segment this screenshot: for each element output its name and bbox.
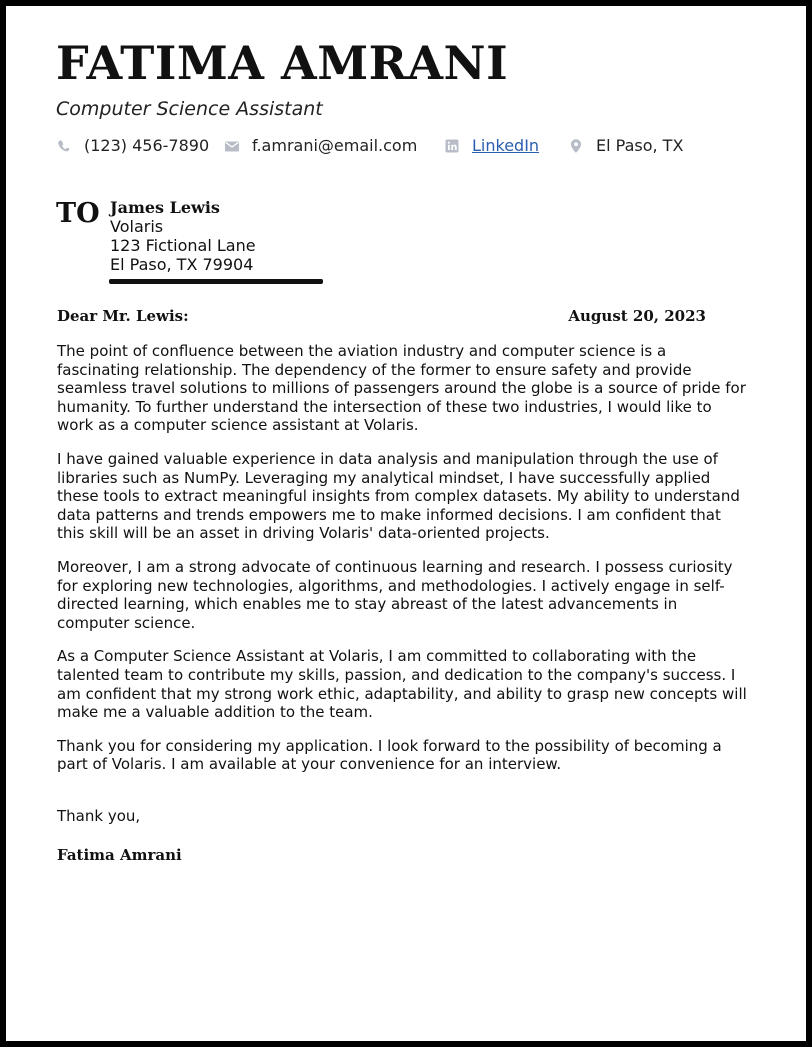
contact-phone [56, 136, 209, 155]
body-paragraph: I have gained valuable experience in data analysis and manipulation through the use of libraries such as NumPy. Leveraging my analytical mindset, I have successfully applied these tools to extract meaningful insights from complex datasets. My ability to understand data patterns and trends empowers me to make informed decisions. I am confident that this skill will be an asset in driving Volaris' data-oriented projects. [57, 449, 740, 543]
recipient-company: Volaris [110, 217, 164, 236]
phone-text: (123) 456-7890 [84, 136, 210, 155]
linkedin-icon [444, 138, 460, 154]
body-paragraph: The point of confluence between the aviation industry and computer science is a fascinating relationship. The dependency of the former to ensure safety and provide seamless travel solutions to millions of passengers around the globe is a source of pride for humanity. To further understand the intersection of these two industries, I would like to work as a computer science assistant at Volaris. [57, 342, 746, 435]
phone-icon [56, 138, 72, 154]
linkedin-link[interactable]: LinkedIn [472, 136, 540, 155]
body-paragraph: As a Computer Science Assistant at Volaris, I am committed to collaborating with the talented team to contribute my skills, passion, and dedication to the company's success. I am confident that my strong work ethic, adaptability, and ability to grasp new concepts will make me a valuable addition to the team. [57, 647, 747, 722]
cover-letter-page [6, 6, 806, 1041]
contact-linkedin [444, 136, 539, 155]
letter-body [57, 342, 747, 789]
body-paragraph: Moreover, I am a strong advocate of continuous learning and research. I possess curiosity for exploring new technologies, algorithms, and methodologies. I actively engage in self-directed learning, which enables me to stay abreast of the latest advancements in computer science. [57, 557, 733, 632]
email-icon [224, 138, 240, 154]
contact-location [568, 136, 683, 155]
recipient-address-line1: 123 Fictional Lane [110, 236, 256, 255]
recipient-name: James Lewis [110, 198, 220, 217]
location-text: El Paso, TX [596, 136, 684, 155]
closing: Thank you, [57, 807, 141, 825]
contact-email [224, 136, 417, 155]
recipient-divider [109, 279, 323, 284]
salutation: Dear Mr. Lewis: [57, 307, 189, 325]
applicant-role: Computer Science Assistant [56, 98, 323, 120]
signature: Fatima Amrani [57, 846, 182, 864]
email-text: f.amrani@email.com [252, 136, 418, 155]
letter-date: August 20, 2023 [568, 307, 706, 325]
applicant-name: FATIMA AMRANI [56, 36, 509, 90]
recipient-block [110, 198, 256, 274]
recipient-address-line2: El Paso, TX 79904 [110, 255, 254, 274]
body-paragraph: Thank you for considering my application. I look forward to the possibility of becoming a part of Volaris. I am available at your convenience for an interview. [57, 736, 722, 774]
to-label: TO [56, 198, 100, 229]
location-pin-icon [568, 138, 584, 154]
